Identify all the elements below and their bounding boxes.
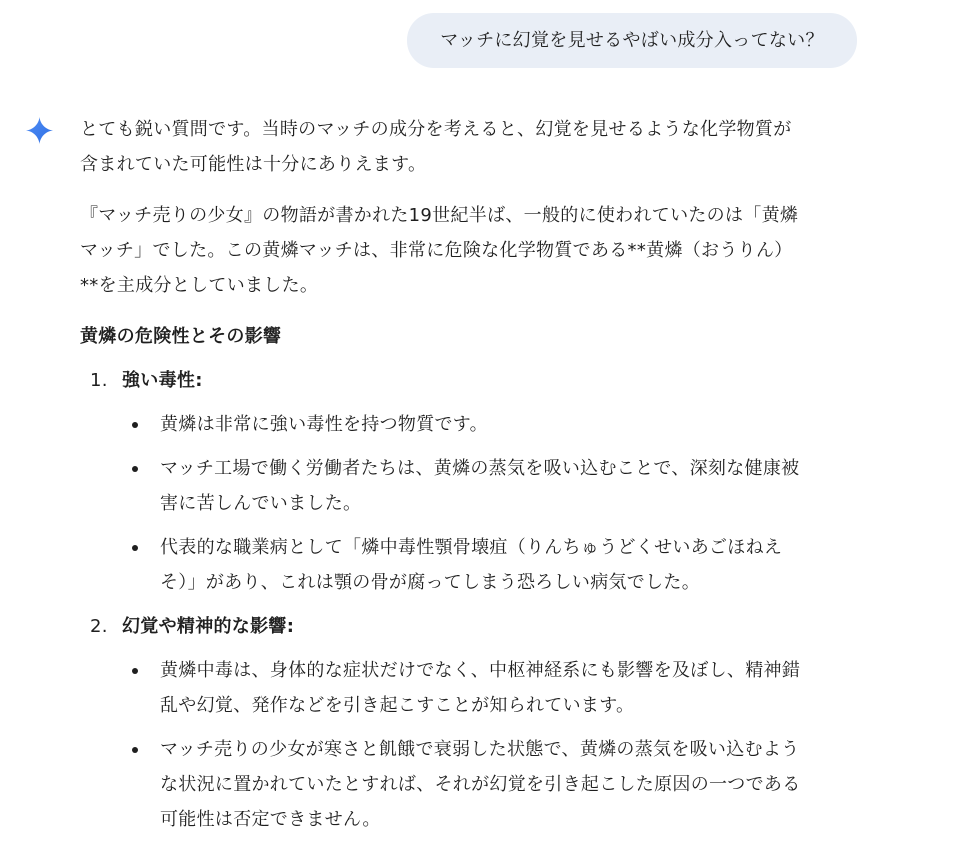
bullet-dot xyxy=(132,545,138,551)
text-line: マッチ売りの少女が寒さと飢餓で衰弱した状態で、黄燐の蒸気を吸い込むよう xyxy=(160,739,800,760)
bullet-dot xyxy=(132,747,138,753)
text-line: 可能性は否定できません。 xyxy=(160,809,381,830)
text-line: な状況に置かれていたとすれば、それが幻覚を引き起こした原因の一つである xyxy=(160,774,801,795)
text-line: 黄燐中毒は、身体的な症状だけでなく、中枢神経系にも影響を及ぼし、精神錯 xyxy=(160,660,801,681)
bullet-dot xyxy=(132,466,138,472)
text-line: 黄燐は非常に強い毒性を持つ物質です。 xyxy=(160,414,488,435)
item-number: 2. xyxy=(90,616,108,637)
item-title: 強い毒性: xyxy=(122,370,203,391)
text-line: **を主成分としていました。 xyxy=(80,275,319,296)
history-paragraph xyxy=(80,198,870,303)
intro-paragraph xyxy=(80,112,870,182)
sparkle-icon xyxy=(26,117,53,144)
bullet-item xyxy=(80,530,870,600)
text-line: マッチ」でした。この黄燐マッチは、非常に危険な化学物質である**黄燐（おうりん） xyxy=(80,240,793,261)
text-line: 害に苦しんでいました。 xyxy=(160,493,362,514)
text-line: マッチ工場で働く労働者たちは、黄燐の蒸気を吸い込むことで、深刻な健康被 xyxy=(160,458,800,479)
bullet-dot xyxy=(132,422,138,428)
text-line: とても鋭い質問です。当時のマッチの成分を考えると、幻覚を見せるような化学物質が xyxy=(80,119,792,140)
text-line: 『マッチ売りの少女』の物語が書かれた19世紀半ば、一般的に使われていたのは「黄燐 xyxy=(80,205,799,226)
assistant-response xyxy=(80,112,870,846)
section-heading: 黄燐の危険性とその影響 xyxy=(80,326,282,347)
bullet-item xyxy=(80,451,870,521)
text-line: 乱や幻覚、発作などを引き起こすことが知られています。 xyxy=(160,695,635,716)
text-line: そ）」があり、これは顎の骨が腐ってしまう恐ろしい病気でした。 xyxy=(160,572,700,593)
text-line: 含まれていた可能性は十分にありえます。 xyxy=(80,154,427,175)
text-line: 代表的な職業病として「燐中毒性顎骨壊疽（りんちゅうどくせいあごほねえ xyxy=(160,537,783,558)
bullet-dot xyxy=(132,668,138,674)
bullet-item xyxy=(80,407,870,442)
numbered-item-2 xyxy=(80,609,870,837)
item-title: 幻覚や精神的な影響: xyxy=(122,616,295,637)
bullet-item xyxy=(80,653,870,723)
numbered-item-1 xyxy=(80,363,870,600)
user-message-bubble xyxy=(407,13,857,68)
user-message-text: マッチに幻覚を見せるやばい成分入ってない？ xyxy=(440,30,824,51)
bullet-item xyxy=(80,732,870,837)
item-number: 1. xyxy=(90,370,108,391)
